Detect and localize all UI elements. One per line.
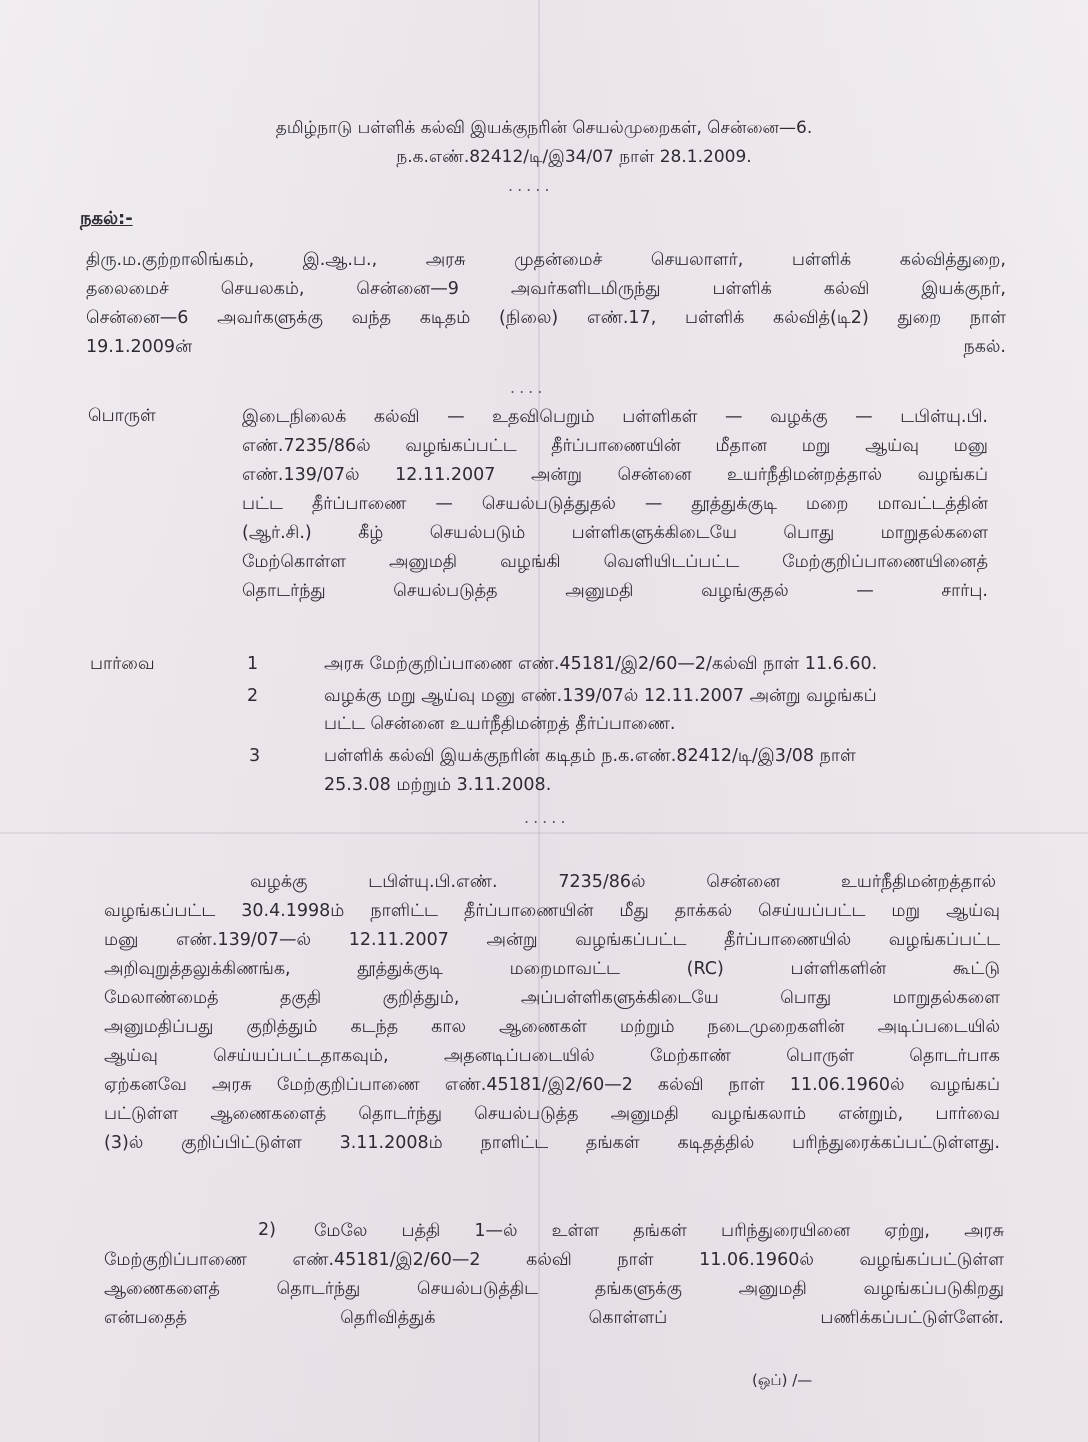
subject-line: எண்.139/07ல் 12.11.2007 அன்று சென்னை உயர்நீதிமன்றத்தால் வழங்கப் bbox=[242, 465, 988, 485]
nakal-line: 19.1.2009ன் நகல். bbox=[86, 337, 1006, 357]
paper-fold-horizontal bbox=[0, 832, 1088, 834]
subject-line: (ஆர்.சி.) கீழ் செயல்படும் பள்ளிகளுக்கிடையே பொது மாறுதல்களை bbox=[242, 523, 988, 543]
para1-line: வழக்கு டபிள்யு.பி.எண். 7235/86ல் சென்னை உயர்நீதிமன்றத்தால் bbox=[250, 872, 996, 892]
nakal-line: தலைமைச் செயலகம், சென்னை—9 அவர்களிடமிருந்து பள்ளிக் கல்வி இயக்குநர், bbox=[86, 279, 1006, 299]
subject-line: மேற்கொள்ள அனுமதி வழங்கி வெளியிடப்பட்ட மேற்குறிப்பாணையினைத் bbox=[242, 552, 988, 572]
para1-line: பட்டுள்ள ஆணைகளைத் தொடர்ந்து செயல்படுத்த அனுமதி வழங்கலாம் என்றும், பார்வை bbox=[104, 1104, 1000, 1124]
para1-line: அனுமதிப்பது குறித்தும் கடந்த கால ஆணைகள் மற்றும் நடைமுறைகளின் அடிப்படையில் bbox=[104, 1017, 1000, 1037]
para1-line: ஆய்வு செய்யப்பட்டதாகவும், அதனடிப்படையில் மேற்காண் பொருள் தொடர்பாக bbox=[104, 1046, 1000, 1066]
para1-body bbox=[104, 897, 1000, 1158]
para1-line: மனு எண்.139/07—ல் 12.11.2007 அன்று வழங்கப்பட்ட தீர்ப்பாணையில் வழங்கப்பட்ட bbox=[104, 930, 1000, 950]
subject-label: பொருள் bbox=[88, 406, 156, 426]
reference-text: பள்ளிக் கல்வி இயக்குநரின் கடிதம் ந.க.எண்.82412/டி/இ3/08 நாள் bbox=[324, 746, 856, 766]
nakal-paragraph bbox=[86, 246, 1006, 362]
references-label: பார்வை bbox=[90, 654, 155, 674]
signature-mark: (ஒப்) /— bbox=[752, 1371, 813, 1389]
nakal-line: திரு.ம.குற்றாலிங்கம், இ.ஆ.ப., அரசு முதன்மைச் செயலாளர், பள்ளிக் கல்வித்துறை, bbox=[86, 250, 1006, 270]
nakal-line: சென்னை—6 அவர்களுக்கு வந்த கடிதம் (நிலை) எண்.17, பள்ளிக் கல்வித்(டி2) துறை நாள் bbox=[86, 308, 1006, 328]
reference-number: 1 bbox=[247, 654, 259, 674]
para1-line: (3)ல் குறிப்பிட்டுள்ள 3.11.2008ம் நாளிட்ட தங்கள் கடிதத்தில் பரிந்துரைக்கப்பட்டுள்ளது. bbox=[104, 1133, 1000, 1153]
header-office-title: தமிழ்நாடு பள்ளிக் கல்வி இயக்குநரின் செயல்முறைகள், சென்னை—6. bbox=[275, 118, 813, 138]
subject-line: இடைநிலைக் கல்வி — உதவிபெறும் பள்ளிகள் — வழக்கு — டபிள்யு.பி. bbox=[242, 407, 988, 427]
subject-line: தொடர்ந்து செயல்படுத்த அனுமதி வழங்குதல் — சார்பு. bbox=[242, 581, 988, 601]
para1-line: வழங்கப்பட்ட 30.4.1998ம் நாளிட்ட தீர்ப்பாணையின் மீது தாக்கல் செய்யப்பட்ட மறு ஆய்வு bbox=[104, 901, 1000, 921]
para2-line: மேலே பத்தி 1—ல் உள்ள தங்கள் பரிந்துரையினை ஏற்று, அரசு bbox=[314, 1221, 1004, 1241]
para2-line: மேற்குறிப்பாணை எண்.45181/இ2/60—2 கல்வி நாள் 11.06.1960ல் வழங்கப்பட்டுள்ள bbox=[104, 1250, 1004, 1270]
reference-text: வழக்கு மறு ஆய்வு மனு எண்.139/07ல் 12.11.2007 அன்று வழங்கப் bbox=[324, 686, 877, 706]
header-separator: ..... bbox=[508, 176, 554, 195]
subject-line: பட்ட தீர்ப்பாணை — செயல்படுத்துதல் — தூத்துக்குடி மறை மாவட்டத்தின் bbox=[242, 494, 988, 514]
para1-line: மேலாண்மைத் தகுதி குறித்தும், அப்பள்ளிகளுக்கிடையே பொது மாறுதல்களை bbox=[104, 988, 1000, 1008]
references-separator: ..... bbox=[524, 808, 570, 827]
para1-line: அறிவுறுத்தலுக்கிணங்க, தூத்துக்குடி மறைமாவட்ட (RC) பள்ளிகளின் கூட்டு bbox=[104, 959, 1000, 979]
para2-line: ஆணைகளைத் தொடர்ந்து செயல்படுத்திட தங்களுக்கு அனுமதி வழங்கப்படுகிறது bbox=[104, 1279, 1004, 1299]
para2-first-line bbox=[314, 1217, 1004, 1246]
para2-number: 2) bbox=[258, 1220, 276, 1240]
header-reference-number: ந.க.எண்.82412/டி/இ34/07 நாள் 28.1.2009. bbox=[396, 147, 752, 167]
reference-number: 2 bbox=[247, 686, 259, 706]
para1-line: ஏற்கனவே அரசு மேற்குறிப்பாணை எண்.45181/இ2/60—2 கல்வி நாள் 11.06.1960ல் வழங்கப் bbox=[104, 1075, 1000, 1095]
reference-text: அரசு மேற்குறிப்பாணை எண்.45181/இ2/60—2/கல்வி நாள் 11.6.60. bbox=[324, 654, 878, 674]
nakal-heading: நகல்:- bbox=[80, 208, 133, 229]
para2-line: என்பதைத் தெரிவித்துக் கொள்ளப் பணிக்கப்பட்டுள்ளேன். bbox=[104, 1308, 1004, 1328]
reference-text: பட்ட சென்னை உயர்நீதிமன்றத் தீர்ப்பாணை. bbox=[324, 714, 676, 734]
para1-first-line bbox=[250, 868, 996, 897]
para2-body bbox=[104, 1246, 1004, 1333]
nakal-separator: .... bbox=[510, 378, 547, 397]
reference-number: 3 bbox=[249, 746, 261, 766]
subject-line: எண்.7235/86ல் வழங்கப்பட்ட தீர்ப்பாணையின் மீதான மறு ஆய்வு மனு bbox=[242, 436, 988, 456]
subject-text bbox=[242, 403, 988, 606]
reference-text: 25.3.08 மற்றும் 3.11.2008. bbox=[324, 775, 552, 795]
